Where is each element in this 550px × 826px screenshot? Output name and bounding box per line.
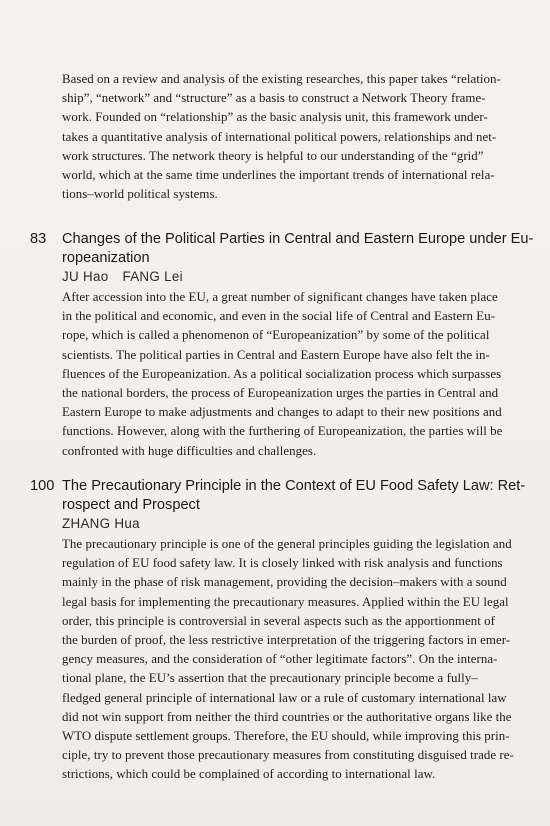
abstract-line: did not win support from neither the third countries or the authoritative organs like the xyxy=(62,709,512,724)
abstract-line: order, this principle is controversial in several aspects such as the apportionment of xyxy=(62,613,495,628)
abstract-line: gency measures, and the consideration of “other legitimate factors”. On the interna- xyxy=(62,652,498,667)
intro-line: takes a quantitative analysis of international political powers, relationships and net- xyxy=(62,129,497,144)
abstract-line: WTO dispute settlement groups. Therefore, the EU should, while improving this prin- xyxy=(62,728,510,743)
author-name: JU Hao xyxy=(62,269,109,284)
section-page-number: 100 xyxy=(30,478,55,494)
abstract-line: confronted with huge difficulties and challenges. xyxy=(62,443,317,458)
section-page-number: 83 xyxy=(30,231,47,247)
section-title-line: ropeanization xyxy=(62,250,150,267)
intro-line: work structures. The network theory is helpful to our understanding of the “grid” xyxy=(62,148,484,163)
abstract-line: ciple, try to prevent those precautionary measures from constituting disguised trade re- xyxy=(62,748,514,763)
abstract-line: fluences of the Europeanization. As a political socialization process which surpasses xyxy=(62,366,502,381)
abstract-line: Eastern Europe to make adjustments and changes to adapt to their new positions and xyxy=(62,405,502,420)
section-title-line: Changes of the Political Parties in Central and Eastern Europe under Eu- xyxy=(62,231,534,247)
intro-line: ship”, “network” and “structure” as a basis to construct a Network Theory frame- xyxy=(62,91,486,106)
section-title xyxy=(62,230,534,269)
abstract-line: mainly in the phase of risk management, providing the decision–makers with a sound xyxy=(62,575,507,590)
intro-line: world, which at the same time underlines the important trends of international rela- xyxy=(62,167,495,182)
intro-line: tions–world political systems. xyxy=(62,187,218,202)
section-title-line: The Precautionary Principle in the Context of EU Food Safety Law: Ret- xyxy=(62,478,526,494)
section-83-abstract xyxy=(62,288,503,461)
abstract-line: functions. However, along with the furthering of Europeanization, the parties will be xyxy=(62,424,503,439)
abstract-line: tional plane, the EU’s assertion that the precautionary principle become a fully– xyxy=(62,671,478,686)
abstract-line: in the political and economic, and even in the social life of Central and Eastern Eu- xyxy=(62,309,496,324)
abstract-line: strictions, which could be complained of according to international law. xyxy=(62,767,436,782)
section-100-abstract xyxy=(62,535,514,784)
abstract-line: scientists. The political parties in Central and Eastern Europe have also felt the in- xyxy=(62,347,490,362)
abstract-line: fledged general principle of international law or a rule of customary international law xyxy=(62,690,507,705)
author-name: FANG Lei xyxy=(122,269,183,284)
abstract-line: After accession into the EU, a great number of significant changes have taken place xyxy=(62,290,498,304)
abstract-line: the national borders, the process of Europeanization urges the parties in Central and xyxy=(62,385,499,400)
intro-paragraph xyxy=(62,70,501,204)
section-title-line: rospect and Prospect xyxy=(62,497,200,514)
abstract-line: The precautionary principle is one of the general principles guiding the legislation and xyxy=(62,537,512,551)
author-name: ZHANG Hua xyxy=(62,516,140,531)
abstract-line: legal basis for implementing the precautionary measures. Applied within the EU legal xyxy=(62,594,509,609)
section-authors xyxy=(62,515,140,533)
section-authors xyxy=(62,268,183,286)
abstract-line: the burden of proof, the less restrictive interpretation of the triggering factors in emer- xyxy=(62,632,511,647)
section-title xyxy=(62,477,526,516)
intro-line: work. Founded on “relationship” as the basic analysis unit, this framework under- xyxy=(62,110,488,125)
abstract-line: rope, which is called a phenomenon of “Europeanization” by some of the political xyxy=(62,328,490,343)
abstract-line: regulation of EU food safety law. It is closely linked with risk analysis and functions xyxy=(62,556,503,571)
intro-line: Based on a review and analysis of the existing researches, this paper takes “relation- xyxy=(62,72,501,86)
